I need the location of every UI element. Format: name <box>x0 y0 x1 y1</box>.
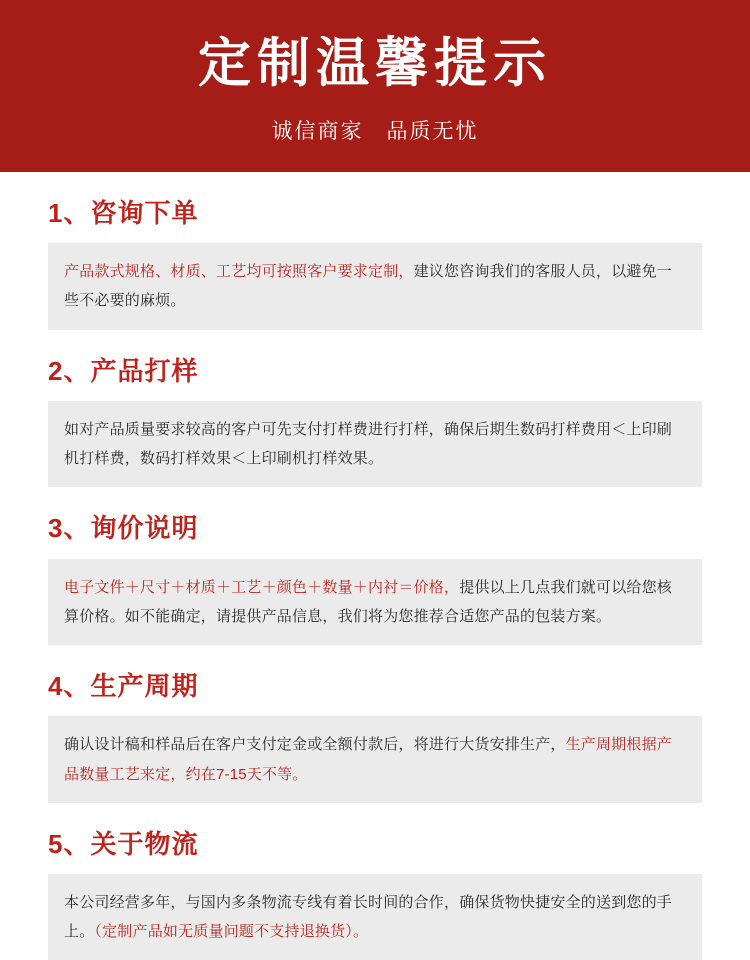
section-4 <box>48 671 702 803</box>
section-3-body <box>48 559 702 646</box>
section-5-part-2: （定制产品如无质量问题不支持退换货）。 <box>94 923 369 941</box>
content-area <box>0 172 750 960</box>
section-4-part-2: 生产周期根据产品数量工艺来定，约在7-15天不等。 <box>64 736 673 783</box>
section-5 <box>48 829 702 960</box>
section-4-part-1: 确认设计稿和样品后在客户支付定金或全额付款后，将进行大货安排生产， <box>64 736 566 754</box>
section-3-title: 3、询价说明 <box>48 513 199 544</box>
section-1 <box>48 198 702 330</box>
section-1-body <box>48 243 702 330</box>
section-3-part-2: 提供以上几点我们就可以给您核算价格。如不能确定，请提供产品信息，我们将为您推荐合适您产品的包装方案。 <box>64 578 673 625</box>
section-2-title: 2、产品打样 <box>48 355 199 386</box>
section-5-part-1: 本公司经营多年，与国内多条物流专线有着长时间的合作，确保货物快捷安全的送到您的手上。 <box>64 893 673 941</box>
section-3-part-1: 电子文件＋尺寸＋材质＋工艺＋颜色＋数量＋内衬＝价格， <box>64 578 460 596</box>
section-5-title: 5、关于物流 <box>48 828 199 859</box>
section-3 <box>48 513 702 645</box>
section-4-body <box>48 716 702 803</box>
section-2 <box>48 356 702 488</box>
section-4-title: 4、生产周期 <box>48 671 199 702</box>
header-banner <box>0 0 750 172</box>
section-5-body <box>48 874 702 960</box>
page-subtitle: 诚信商家 品质无忧 <box>271 119 479 143</box>
section-1-part-1: 产品款式规格、材质、工艺均可按照客户要求定制， <box>64 263 414 281</box>
section-1-part-2: 建议您咨询我们的客服人员，以避免一些不必要的麻烦。 <box>64 263 673 310</box>
section-2-body <box>48 401 702 488</box>
section-2-part-1: 如对产品质量要求较高的客户可先支付打样费进行打样，确保后期生数码打样费用＜上印刷机打样费，数码打样效果＜上印刷机打样效果。 <box>64 420 673 468</box>
page-title: 定制温馨提示 <box>198 34 552 93</box>
section-1-title: 1、咨询下单 <box>48 198 199 228</box>
